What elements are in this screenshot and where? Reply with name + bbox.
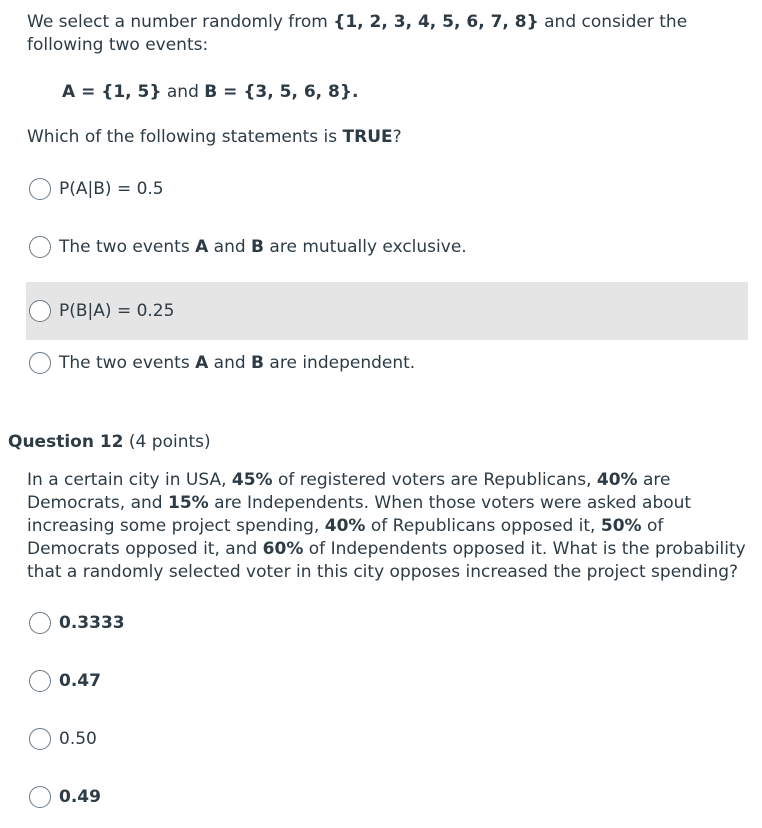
option-label: 0.49 [59, 787, 101, 807]
q11-option-2[interactable] [26, 218, 748, 276]
option-label: P(A|B) = 0.5 [59, 179, 164, 199]
radio-button[interactable] [29, 728, 51, 750]
radio-button[interactable] [29, 178, 51, 200]
option-label: The two events A and B are mutually exclusive. [59, 237, 467, 257]
q11-event-sets: A = {1, 5} and B = {3, 5, 6, 8}. [62, 82, 359, 102]
q12-option-2[interactable] [26, 652, 748, 710]
option-label: 0.3333 [59, 613, 125, 633]
option-label: The two events A and B are independent. [59, 353, 416, 373]
option-label: 0.50 [59, 729, 97, 749]
radio-button[interactable] [29, 352, 51, 374]
radio-button[interactable] [29, 670, 51, 692]
q11-option-1[interactable] [26, 160, 748, 218]
option-label: P(B|A) = 0.25 [59, 301, 175, 321]
q12-title: Question 12 (4 points) [8, 432, 211, 452]
radio-button[interactable] [29, 300, 51, 322]
q12-question-text: In a certain city in USA, 45% of registered voters are Republicans, 40% are Democrats, and 15% are Independents. When those voters were asked about increasing some project spending, 40% of Republicans opposed it, 50% of Democrats opposed it, and 60% of Independents opposed it. What is the probability that a randomly selected voter in this city opposes increased the project spending? [27, 470, 746, 582]
q11-option-4[interactable] [26, 334, 748, 392]
q12-option-3[interactable] [26, 710, 748, 768]
option-label: 0.47 [59, 671, 101, 691]
q11-prompt: Which of the following statements is TRUE? [27, 127, 402, 147]
radio-button[interactable] [29, 786, 51, 808]
radio-button[interactable] [29, 612, 51, 634]
q12-option-1[interactable] [26, 594, 748, 652]
q11-option-3[interactable] [26, 282, 748, 340]
q12-option-4[interactable] [26, 768, 748, 826]
radio-button[interactable] [29, 236, 51, 258]
q11-intro: We select a number randomly from {1, 2, 3, 4, 5, 6, 7, 8} and consider the following two events: [27, 12, 688, 55]
